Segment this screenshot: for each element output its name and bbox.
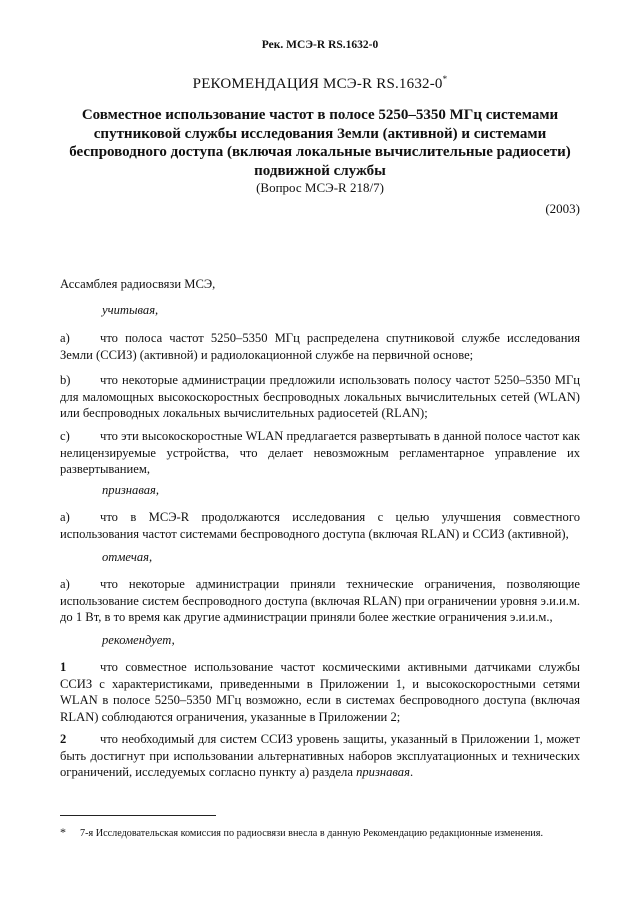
item-text: что необходимый для систем ССИЗ уровень защиты, указанный в Приложении 1, может быть достигнут при использовании альтернативных наборов эксплуатационных и технических ограничений, исследуемых согласно пункту а) раздела xyxy=(60,732,580,779)
item-text-italic: признавая xyxy=(356,765,410,779)
considering-item-a xyxy=(60,330,580,363)
item-label: a) xyxy=(60,331,70,345)
item-text: что некоторые администрации предложили использовать полосу частот 5250–5350 МГц для маломощных высокоскоростных беспроводных локальных вычислительных сетей (WLAN) или беспроводных локальных вычислительных радиосетей (RLAN); xyxy=(60,373,580,420)
item-text: что эти высокоскоростные WLAN предлагается развертывать в данной полосе частот как нелицензируемые устройства, что делает невозможным регламентарное управление их развертыванием, xyxy=(60,429,580,476)
noting-heading: отмечая, xyxy=(102,550,153,564)
recommendation-title-text: РЕКОМЕНДАЦИЯ МСЭ-R RS.1632-0 xyxy=(192,76,443,92)
considering-item-b xyxy=(60,372,580,422)
footnote xyxy=(60,825,580,843)
running-header: Рек. МСЭ-R RS.1632-0 xyxy=(261,39,379,51)
item-text: что в МСЭ-R продолжаются исследования с целью улучшения совместного использования частот системами беспроводного доступа (включая RLAN) и ССИЗ (активной), xyxy=(60,510,580,541)
assembly-intro: Ассамблея радиосвязи МСЭ, xyxy=(60,277,216,291)
recommends-item-2 xyxy=(60,731,580,781)
recommends-heading: рекомендует, xyxy=(102,633,175,647)
footnote-divider xyxy=(60,815,216,816)
item-label: a) xyxy=(60,577,70,591)
question-reference: (Вопрос МСЭ-R 218/7) xyxy=(256,180,384,195)
footnote-reference-mark: * xyxy=(442,74,448,84)
item-text: что полоса частот 5250–5350 МГц распределена спутниковой службе исследования Земли (ССИЗ) (активной) и радиолокационной службе на первичной основе; xyxy=(60,331,580,362)
item-text-end: . xyxy=(409,765,414,779)
year: (2003) xyxy=(545,201,580,216)
considering-item-c xyxy=(60,428,580,478)
item-label: c) xyxy=(60,429,70,443)
item-label: b) xyxy=(60,373,71,387)
item-label: 2 xyxy=(60,732,67,746)
recommendation-subject: Совместное использование частот в полосе 5250–5350 МГц системами спутниковой службы исследования Земли (активной) и системами беспроводного доступа (включая локальные вычислительные радиосети) подвижной службы xyxy=(69,107,571,179)
considering-heading: учитывая, xyxy=(102,303,159,317)
item-text: что совместное использование частот космическими активными датчиками службы ССИЗ с характеристиками, приведенными в Приложении 1, и высокоскоростными сетями WLAN в полосе 5250–5350 МГц возможно, если в системах беспроводного доступа (включая RLAN) соблюдаются ограничения, указанные в Приложении 2; xyxy=(60,660,580,724)
item-label: a) xyxy=(60,510,70,524)
recommendation-title xyxy=(0,76,640,93)
recognizing-item-a xyxy=(60,509,580,542)
footnote-mark: * xyxy=(60,825,66,839)
recognizing-heading: признавая, xyxy=(102,483,160,497)
item-text: что некоторые администрации приняли технические ограничения, позволяющие использование систем беспроводного доступа (включая RLAN) при ограничении уровня э.и.и.м. до 1 Вт, в то время как другие администрации приняли более жесткие ограничения э.и.и.м., xyxy=(60,577,580,624)
item-label: 1 xyxy=(60,660,67,674)
noting-item-a xyxy=(60,576,580,626)
recommends-item-1 xyxy=(60,659,580,725)
footnote-text: 7-я Исследовательская комиссия по радиосвязи внесла в данную Рекомендацию редакционные изменения. xyxy=(80,828,543,839)
